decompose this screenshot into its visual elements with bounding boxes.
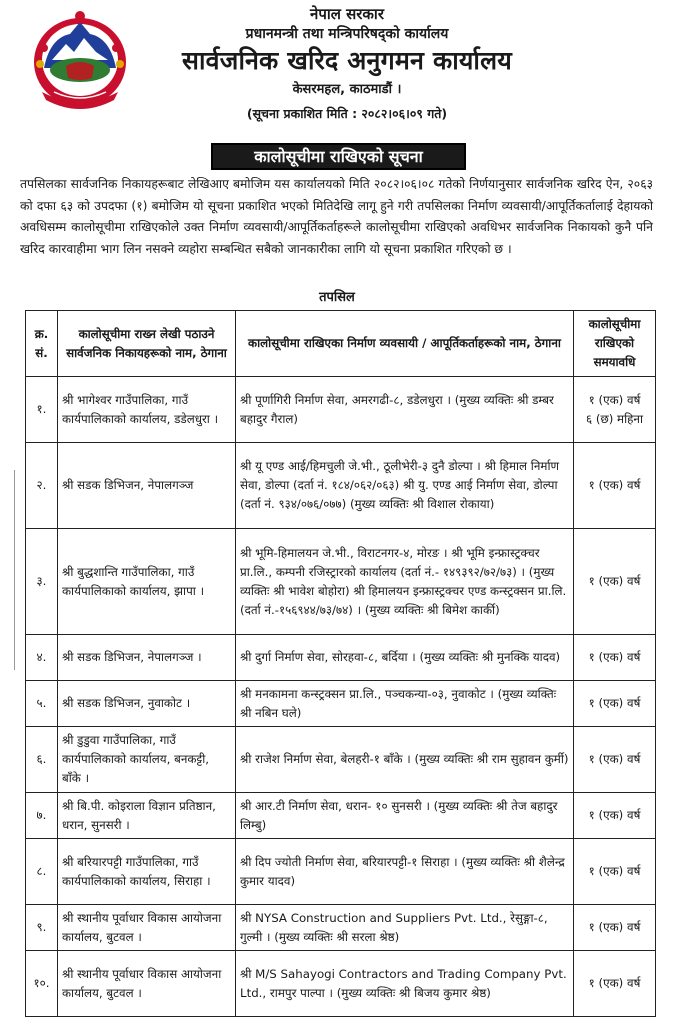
row-vendor: श्री भूमि-हिमालयन जे.भी., विराटनगर-४, मोरङ । श्री भूमि इन्फ्रास्ट्रक्चर प्रा.लि., कम्पनी रजिस्ट्रारको कार्यालय (दर्ता नं.- १४९३९२/७२/७३) । (मुख्य व्यक्तिः श्री भावेश बोहोरा) श्री हिमालयन इन्फ्रास्ट्रक्चर एण्ड कन्स्ट्रक्सन प्रा.लि. (दर्ता नं.-१५६९४४/७३/७४) । (मुख्य व्यक्तिः श्री बिमेश कार्की) (236, 529, 574, 635)
row-public-body: श्री बरियारपट्टी गाउँपालिका, गाउँ कार्यपालिकाको कार्यालय, सिराहा । (58, 839, 236, 905)
table-row (26, 529, 656, 635)
row-duration: १ (एक) वर्ष (574, 529, 656, 635)
row-serial: ६. (26, 727, 58, 793)
row-duration: १ (एक) वर्ष (574, 905, 656, 951)
office-name: सार्वजनिक खरिद अनुगमन कार्यालय (182, 46, 512, 75)
table-header-row (26, 311, 656, 377)
row-duration: १ (एक) वर्ष (574, 839, 656, 905)
row-vendor: श्री M/S Sahayogi Contractors and Trading Company Pvt. Ltd., रामपुर पाल्पा । (मुख्य व्यक्तिः श्री बिजय कुमार श्रेष्ठ) (236, 951, 574, 1017)
row-duration: १ (एक) वर्ष (574, 635, 656, 681)
row-vendor: श्री दिप ज्योती निर्माण सेवा, बरियारपट्टी-१ सिराहा । (मुख्य व्यक्तिः श्री शैलेन्द्र कुमार यादव) (236, 839, 574, 905)
row-public-body: श्री डुडुवा गाउँपालिका, गाउँ कार्यपालिकाको कार्यालय, बनकट्टी, बाँके । (58, 727, 236, 793)
row-serial: ७. (26, 793, 58, 839)
row-duration: १ (एक) वर्ष (574, 727, 656, 793)
row-vendor: श्री राजेश निर्माण सेवा, बेलहरी-१ बाँके । (मुख्य व्यक्तिः श्री राम सुहावन कुर्मी) (236, 727, 574, 793)
table-row (26, 793, 656, 839)
row-public-body: श्री सडक डिभिजन, नेपालगञ्ज (58, 443, 236, 529)
table-row (26, 839, 656, 905)
government-name: नेपाल सरकार (310, 5, 384, 23)
row-public-body: श्री सडक डिभिजन, नेपालगञ्ज । (58, 635, 236, 681)
header-public-body: कालोसूचीमा राख्न लेखी पठाउने सार्वजनिक निकायहरूको नाम, ठेगाना (58, 311, 236, 377)
row-public-body: श्री बि.पी. कोइराला विज्ञान प्रतिष्ठान, धरान, सुनसरी । (58, 793, 236, 839)
page-edge-line (14, 470, 15, 670)
row-duration: १ (एक) वर्ष (574, 951, 656, 1017)
table-row (26, 377, 656, 443)
notice-title-banner: कालोसूचीमा राखिएको सूचना (211, 143, 466, 170)
row-serial: १. (26, 377, 58, 443)
row-serial: १०. (26, 951, 58, 1017)
row-serial: ५. (26, 681, 58, 727)
office-location: केसरमहल, काठमाडौं । (292, 82, 402, 97)
row-duration (574, 377, 656, 443)
header-serial: क्र. सं. (26, 311, 58, 377)
table-row (26, 635, 656, 681)
row-vendor: श्री मनकामना कन्स्ट्रक्सन प्रा.लि., पञ्चकन्या-०३, नुवाकोट । (मुख्य व्यक्तिः श्री नबिन घले) (236, 681, 574, 727)
row-serial: २. (26, 443, 58, 529)
row-serial: ८. (26, 839, 58, 905)
duration-months: ६ (छ) महिना (585, 411, 644, 426)
table-row (26, 727, 656, 793)
row-public-body: श्री स्थानीय पूर्वाधार विकास आयोजना कार्यालय, बुटवल । (58, 951, 236, 1017)
row-public-body: श्री स्थानीय पूर्वाधार विकास आयोजना कार्यालय, बुटवल । (58, 905, 236, 951)
row-public-body: श्री बुद्धशान्ति गाउँपालिका, गाउँ कार्यपालिकाको कार्यालय, झापा । (58, 529, 236, 635)
publish-date: (सूचना प्रकाशित मिति : २०८२।०६।०९ गते) (246, 106, 448, 121)
table-caption: तपसिल (319, 290, 355, 305)
row-duration: १ (एक) वर्ष (574, 443, 656, 529)
header-vendor: कालोसूचीमा राखिएका निर्माण व्यवसायी / आपूर्तिकर्ताहरूको नाम, ठेगाना (236, 311, 574, 377)
row-vendor: श्री पूर्णागिरी निर्माण सेवा, अमरगढी-८, डडेलधुरा । (मुख्य व्यक्तिः श्री डम्बर बहादुर गैराल) (236, 377, 574, 443)
row-vendor: श्री यू एण्ड आई/हिमचुली जे.भी., ठूलीभेरी-३ दुनै डोल्पा । श्री हिमाल निर्माण सेवा, डोल्पा (दर्ता नं. १८४/०६२/०६३) श्री यु. एण्ड आई निर्माण सेवा, डोल्पा (दर्ता नं. ९३४/०७६/०७७) (मुख्य व्यक्तिः श्री विशाल रोकाया) (236, 443, 574, 529)
table-row (26, 681, 656, 727)
row-duration: १ (एक) वर्ष (574, 793, 656, 839)
row-serial: ४. (26, 635, 58, 681)
nepal-coat-of-arms-icon (30, 8, 130, 112)
row-public-body: श्री सडक डिभिजन, नुवाकोट । (58, 681, 236, 727)
table-row (26, 905, 656, 951)
table-row (26, 951, 656, 1017)
duration-years: १ (एक) वर्ष (588, 392, 641, 407)
row-serial: ३. (26, 529, 58, 635)
row-duration: १ (एक) वर्ष (574, 681, 656, 727)
parent-office-name: प्रधानमन्त्री तथा मन्त्रिपरिषद्को कार्यालय (245, 26, 449, 42)
notice-intro-paragraph: तपसिलका सार्वजनिक निकायहरूबाट लेखिआए बमोजिम यस कार्यालयको मिति २०८२।०६।०८ गतेको निर्णयानुसार सार्वजनिक खरिद ऐन, २०६३ को दफा ६३ को उपदफा (१) बमोजिम यो सूचना प्रकाशित भएको मितिदेखि लागू हुने गरी तपसिलका निर्माण व्यवसायी/आपूर्तिकर्तालाई देहायको अवधिसम्म कालोसूचीमा राखिएकोले उक्त निर्माण व्यवसायी/आपूर्तिकर्ताहरूले कालोसूचीमा राखिएको अवधिभर सार्वजनिक निकायको कुनै पनि खरिद कारवाहीमा भाग लिन नसक्ने व्यहोरा सम्बन्धित सबैको जानकारीका लागि यो सूचना प्रकाशित गरिएको छ । (20, 177, 653, 256)
table-row (26, 443, 656, 529)
blacklist-table (25, 310, 656, 1017)
row-vendor: श्री NYSA Construction and Suppliers Pvt. Ltd., रेसुङ्गा-८, गुल्मी । (मुख्य व्यक्तिः श्री सरला श्रेष्ठ) (236, 905, 574, 951)
row-vendor: श्री आर.टी निर्माण सेवा, धरान- १० सुनसरी । (मुख्य व्यक्तिः श्री तेज बहादुर लिम्बु) (236, 793, 574, 839)
header-duration: कालोसूचीमा राखिएको समयावधि (574, 311, 656, 377)
notice-header (140, 4, 554, 124)
row-serial: ९. (26, 905, 58, 951)
row-vendor: श्री दुर्गा निर्माण सेवा, सोरहवा-८, बर्दिया । (मुख्य व्यक्तिः श्री मुनक्कि यादव) (236, 635, 574, 681)
row-public-body: श्री भागेश्वर गाउँपालिका, गाउँ कार्यपालिकाको कार्यालय, डडेलधुरा । (58, 377, 236, 443)
